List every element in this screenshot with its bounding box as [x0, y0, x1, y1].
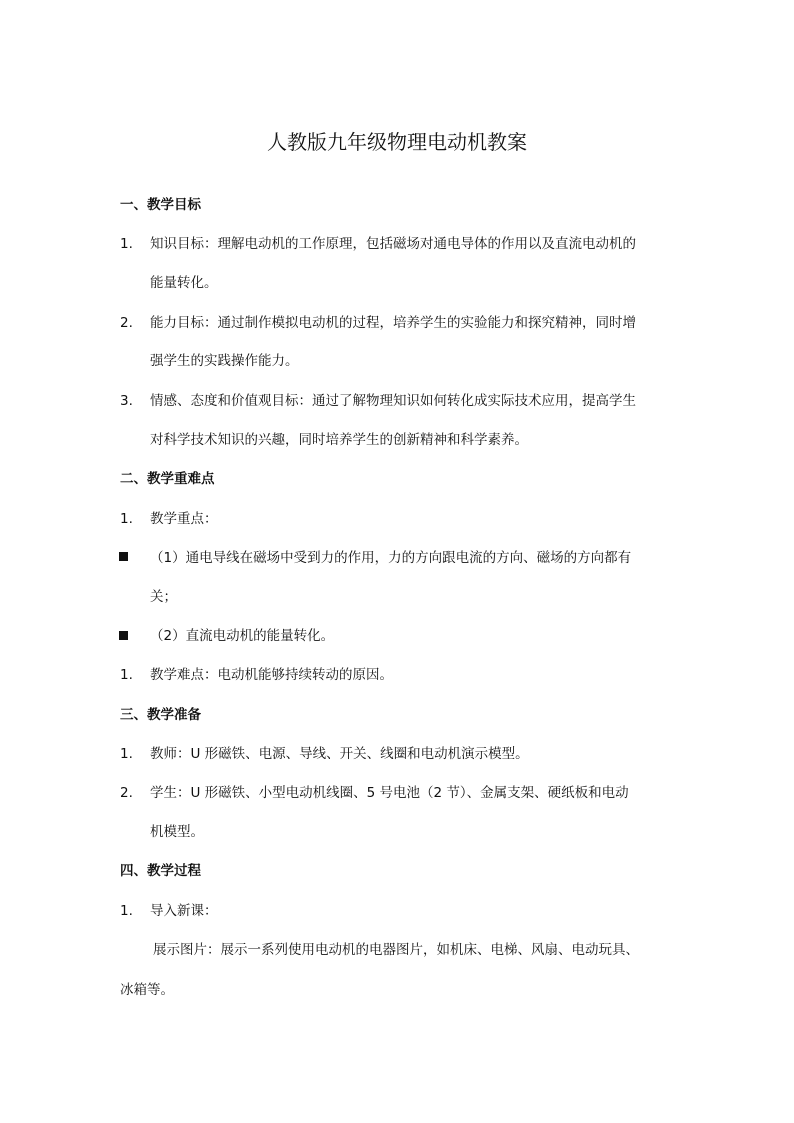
- list-item-text: 教学难点：电动机能够持续转动的原因。: [150, 667, 393, 683]
- square-bullet-icon: [119, 552, 128, 561]
- list-item-text: 强学生的实践操作能力。: [150, 353, 299, 369]
- section-heading-key-points: 二、教学重难点: [120, 471, 215, 487]
- list-item-text: 情感、态度和价值观目标：通过了解物理知识如何转化成实际技术应用，提高学生: [150, 393, 636, 409]
- list-item-text: 导入新课：: [150, 903, 218, 919]
- list-item-text: 教师：U 形磁铁、电源、导线、开关、线圈和电动机演示模型。: [150, 746, 529, 762]
- section-heading-process: 四、教学过程: [120, 863, 201, 879]
- list-item-text: 学生：U 形磁铁、小型电动机线圈、5 号电池（2 节）、金属支架、硬纸板和电动: [150, 785, 629, 801]
- list-item-text: 知识目标：理解电动机的工作原理，包括磁场对通电导体的作用以及直流电动机的: [150, 236, 636, 252]
- paragraph-text: 冰箱等。: [120, 982, 174, 998]
- paragraph-text: 展示图片：展示一系列使用电动机的电器图片，如机床、电梯、风扇、电动玩具、: [153, 942, 639, 958]
- list-number: 1.: [120, 236, 133, 252]
- list-number: 1.: [120, 667, 133, 683]
- document-title: 人教版九年级物理电动机教案: [267, 130, 527, 154]
- section-heading-objectives: 一、教学目标: [120, 197, 201, 213]
- list-item-text: 能力目标：通过制作模拟电动机的过程，培养学生的实验能力和探究精神，同时增: [150, 315, 636, 331]
- list-number: 2.: [120, 785, 133, 801]
- list-number: 3.: [120, 393, 133, 409]
- list-item-text: 机模型。: [150, 824, 204, 840]
- list-number: 1.: [120, 746, 133, 762]
- list-number: 2.: [120, 315, 133, 331]
- bullet-item-text: （1）通电导线在磁场中受到力的作用，力的方向跟电流的方向、磁场的方向都有: [150, 550, 632, 566]
- list-item-text: 能量转化。: [150, 275, 218, 291]
- bullet-item-text: 关；: [150, 589, 177, 605]
- list-item-text: 教学重点：: [150, 511, 218, 527]
- section-heading-preparation: 三、教学准备: [120, 707, 201, 723]
- bullet-item-text: （2）直流电动机的能量转化。: [150, 628, 335, 644]
- list-number: 1.: [120, 511, 133, 527]
- list-number: 1.: [120, 903, 133, 919]
- list-item-text: 对科学技术知识的兴趣，同时培养学生的创新精神和科学素养。: [150, 432, 528, 448]
- square-bullet-icon: [119, 631, 128, 640]
